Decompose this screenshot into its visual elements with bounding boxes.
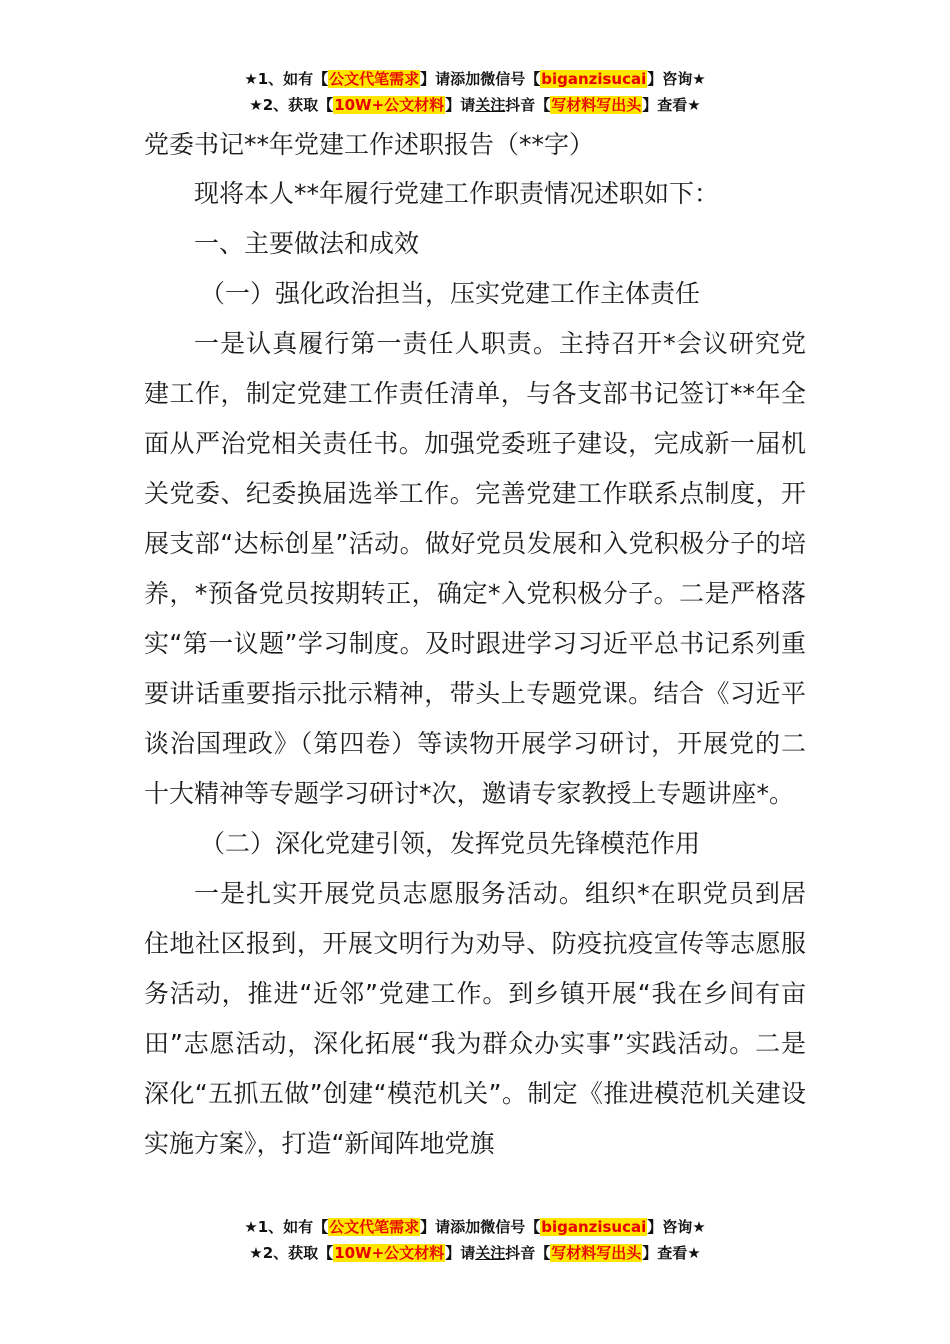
promo-highlight-douyin: 写材料写出头 — [551, 1244, 642, 1262]
promo-text: ★1、如有【 — [244, 1218, 329, 1236]
promo-text: 关注 — [475, 1244, 506, 1262]
promo-text: 加 — [465, 1218, 481, 1236]
promo-text: 】咨询★ — [647, 70, 706, 88]
promo-text: 】查看★ — [642, 96, 701, 114]
promo-text: 关注 — [475, 96, 506, 114]
subsection-heading-1: （一）强化政治担当，压实党建工作主体责任 — [200, 279, 701, 308]
promo-text: 】请 — [445, 1244, 476, 1262]
promo-text: 】请添 — [420, 1218, 466, 1236]
footer-promo-banner — [0, 1214, 950, 1266]
promo-text: 】查看★ — [642, 1244, 701, 1262]
header-promo-banner — [0, 66, 950, 118]
promo-text: 】请添 — [420, 70, 466, 88]
promo-text: 】咨询★ — [647, 1218, 706, 1236]
document-body — [144, 121, 806, 1169]
promo-highlight-douyin: 写材料写出头 — [551, 96, 642, 114]
promo-text: 加 — [465, 70, 481, 88]
promo-highlight-wechat-id: biganzisucai — [541, 1218, 647, 1236]
promo-line-2 — [0, 1240, 950, 1266]
promo-text: ★2、获取【 — [249, 96, 334, 114]
promo-line-2 — [0, 92, 950, 118]
promo-highlight-wechat-id: biganzisucai — [541, 70, 647, 88]
promo-highlight-materials: 10W+公文材料 — [334, 96, 445, 114]
subsection-heading-2: （二）深化党建引领，发挥党员先锋模范作用 — [200, 829, 701, 858]
promo-line-1 — [0, 66, 950, 92]
document-title: 党委书记**年党建工作述职报告（**字） — [144, 130, 595, 159]
promo-text: 抖音【 — [505, 96, 551, 114]
promo-highlight-materials: 10W+公文材料 — [334, 1244, 445, 1262]
promo-highlight-service: 公文代笔需求 — [329, 1218, 420, 1236]
promo-line-1 — [0, 1214, 950, 1240]
promo-text: ★1、如有【 — [244, 70, 329, 88]
promo-text: 抖音【 — [505, 1244, 551, 1262]
promo-text: 微信号【 — [480, 1218, 541, 1236]
intro-paragraph: 现将本人**年履行党建工作职责情况述职如下： — [194, 179, 720, 208]
promo-highlight-service: 公文代笔需求 — [329, 70, 420, 88]
subsection-paragraph-2: 一是扎实开展党员志愿服务活动。组织*在职党员到居住地社区报到，开展文明行为劝导、防疫抗疫宣传等志愿服务活动，推进“近邻”党建工作。到乡镇开展“我在乡间有亩田”志愿活动，深化拓展“我为群众办实事”实践活动。二是深化“五抓五做”创建“模范机关”。制定《推进模范机关建设实施方案》，打造“新闻阵地党旗 — [144, 879, 806, 1158]
section-heading: 一、主要做法和成效 — [194, 229, 420, 258]
subsection-paragraph-1: 一是认真履行第一责任人职责。主持召开*会议研究党建工作，制定党建工作责任清单，与各支部书记签订**年全面从严治党相关责任书。加强党委班子建设，完成新一届机关党委、纪委换届选举工作。完善党建工作联系点制度，开展支部“达标创星”活动。做好党员发展和入党积极分子的培养，*预备党员按期转正，确定*入党积极分子。二是严格落实“第一议题”学习制度。及时跟进学习习近平总书记系列重要讲话重要指示批示精神，带头上专题党课。结合《习近平谈治国理政》（第四卷）等读物开展学习研讨，开展党的二十大精神等专题学习研讨*次，邀请专家教授上专题讲座*。 — [144, 329, 806, 808]
promo-text: 】请 — [445, 96, 476, 114]
promo-text: ★2、获取【 — [249, 1244, 334, 1262]
promo-text: 微信号【 — [480, 70, 541, 88]
